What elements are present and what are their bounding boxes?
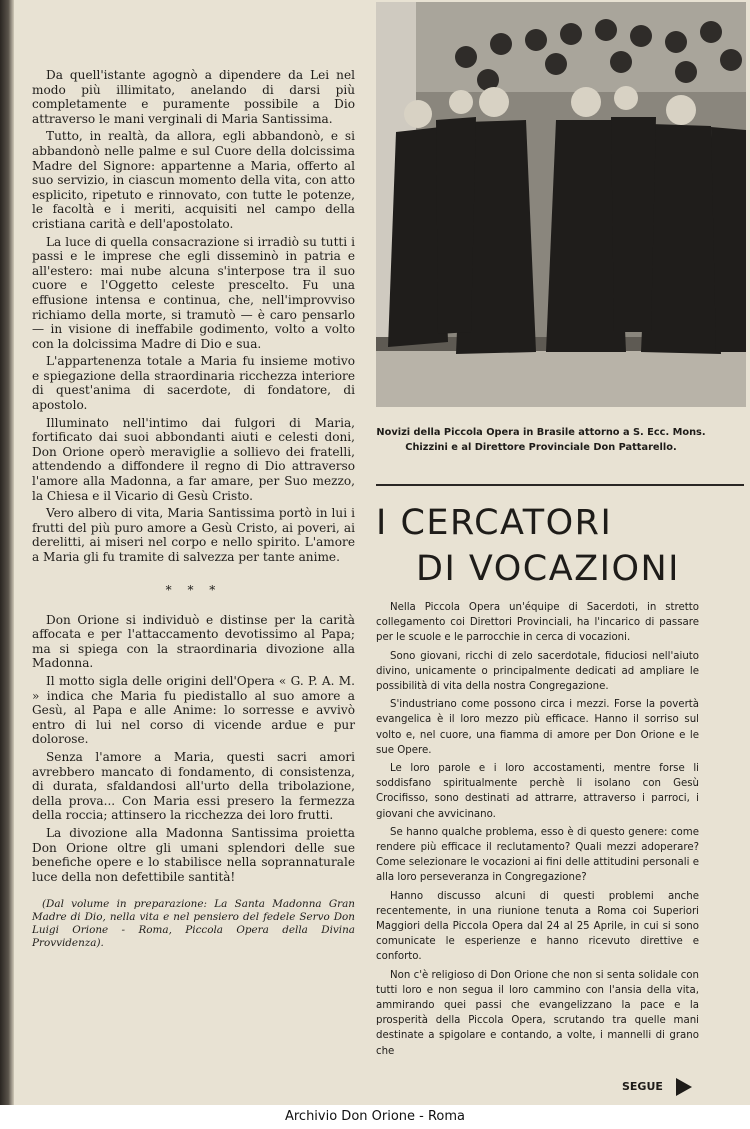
left-column	[32, 68, 355, 953]
headline-line-1: I CERCATORI	[376, 503, 613, 543]
group-photo	[376, 2, 746, 407]
paragraph: L'appartenenza totale a Maria fu insieme motivo e spiegazione della straordinaria ricchezza interiore di quest'anima di sacerdote, di fondatore, di apostolo.	[32, 354, 355, 413]
headline-line-2: DI VOCAZIONI	[416, 549, 681, 589]
paragraph: Le loro parole e i loro accostamenti, mentre forse li soddisfano spiritualmente perchè li isolano con Gesù Crocifisso, sono destinati ad attrarre, attraverso i parroci, i giovani che avvicinano.	[376, 763, 699, 820]
paragraph: Da quell'istante agognò a dipendere da Lei nel modo più illimitato, anelando di darsi più completamente e puramente possibile a Dio attraverso le mani verginali di Maria Santissima.	[32, 68, 355, 126]
paragraph: Vero albero di vita, Maria Santissima portò in lui i frutti del più puro amore a Gesù Cristo, ai poveri, ai derelitti, ai miseri nel corpo e nello spirito. L'amore a Maria gli fu tramite di salvezza per tante anime.	[32, 506, 355, 564]
paragraph: Senza l'amore a Maria, questi sacri amori avrebbero mancato di fondamento, di consistenza, di durata, sfaldandosi all'urto della tribolazione, della prova... Con Maria essi presero la fermezza della roccia; attinsero la ricchezza dei loro frutti.	[32, 749, 355, 823]
paragraph: La luce di quella consacrazione si irradiò su tutti i passi e le imprese che egli disseminò in patria e all'estero: mai nube alcuna s'interpose tra il suo cuore e l'Oggetto celeste prescelto. Fu una effusione intensa e continua, che, nell'improvviso richiamo della morte, si tramutò — è caro pensarlo — in visione di ineffabile godimento, volto a volto con la dolcissima Madre di Dio e sua.	[32, 234, 355, 351]
continued-arrow-icon	[676, 1078, 692, 1096]
paragraph: Se hanno qualche problema, esso è di questo genere: come rendere più efficace il reclutamento? Quali mezzi adoperare? Come selezionare le vocazioni ai fini delle attitudini personali e alla loro perseveranza in Congregazione?	[376, 826, 699, 884]
paragraph: Illuminato nell'intimo dai fulgori di Maria, fortificato dai suoi abbondanti aiuti e celesti doni, Don Orione operò meraviglie a sollievo dei fratelli, attendendo a diffondere il regno di Dio attraverso l'amore alla Madonna, a far amare, per Suo mezzo, la Chiesa e il Vicario di Gesù Cristo.	[32, 415, 355, 503]
section-separator: * * *	[165, 582, 222, 597]
page-binding-edge	[0, 0, 14, 1105]
source-note: (Dal volume in preparazione: La Santa Madonna Gran Madre di Dio, nella vita e nel pensiero del fedele Servo Don Luigi Orione - Roma, Piccola Opera della Divina Provvidenza).	[32, 898, 355, 950]
article-body	[376, 600, 699, 1062]
photo-caption: Novizi della Piccola Opera in Brasile attorno a S. Ecc. Mons. Chizzini e al Direttore Provinciale Don Pattarello.	[376, 427, 706, 453]
article-headline	[376, 500, 706, 592]
paragraph: Sono giovani, ricchi di zelo sacerdotale, fiduciosi nell'aiuto divino, unicamente o principalmente dedicati ad ampliare le possibilità di vita della nostra Congregazione.	[376, 650, 699, 693]
paragraph: Nella Piccola Opera un'équipe di Sacerdoti, in stretto collegamento coi Direttori Provinciali, ha l'incarico di passare per le scuole e le parrocchie in cerca di vocazioni.	[376, 602, 699, 644]
paragraph: Non c'è religioso di Don Orione che non si senta solidale con tutti loro e non segua il loro cammino con l'ansia della vita, ammirando quei passi che evangelizzano la pace e la prosperità della Piccola Opera, scrutando tra quelle mani destinate a spigolare e contando, a volte, i mannelli di grano che	[376, 969, 699, 1057]
paragraph: Hanno discusso alcuni di questi problemi anche recentemente, in una riunione tenuta a Roma coi Superiori Maggiori della Piccola Opera dal 24 al 25 Aprile, in cui si sono comunicate le esperienze e hanno ricevuto direttive e conforto.	[376, 890, 699, 963]
paragraph: S'industriano come possono circa i mezzi. Forse la povertà evangelica è il loro mezzo più efficace. Hanno il sorriso sul volto e, nel cuore, una fiamma di amore per Don Orione e le sue Opere.	[376, 699, 699, 756]
group-photo-illustration	[376, 2, 746, 407]
paragraph: Don Orione si individuò e distinse per la carità affocata e per l'attaccamento devotissimo al Papa; ma si spiega con la straordinaria divozione alla Madonna.	[32, 612, 355, 671]
continued-label: SEGUE	[622, 1080, 663, 1093]
archive-footer: Archivio Don Orione - Roma	[0, 1105, 750, 1129]
paragraph: Il motto sigla delle origini dell'Opera « G. P. A. M. » indica che Maria fu piedistallo al suo amore a Gesù, al Papa e alle Anime: lo sorresse e avvivò entro di lui nel corso di vicende ardue e pur dolorose.	[32, 673, 355, 747]
paragraph: Tutto, in realtà, da allora, egli abbandonò, e si abbandonò nelle palme e sul Cuore della dolcissima Madre del Signore: appartenne a Maria, offerto al suo servizio, in ciascun momento della vita, con atto esplicito, ripetuto e rinnovato, con tutte le potenze, le facoltà e i meriti, acquisiti nel campo della cristiana carità e dell'apostolato.	[32, 129, 355, 231]
paragraph: La divozione alla Madonna Santissima proietta Don Orione oltre gli umani splendori delle sue benefiche opere e lo stabilisce nella soprannaturale luce della non defettibile santità!	[32, 825, 355, 884]
section-divider	[376, 484, 744, 486]
